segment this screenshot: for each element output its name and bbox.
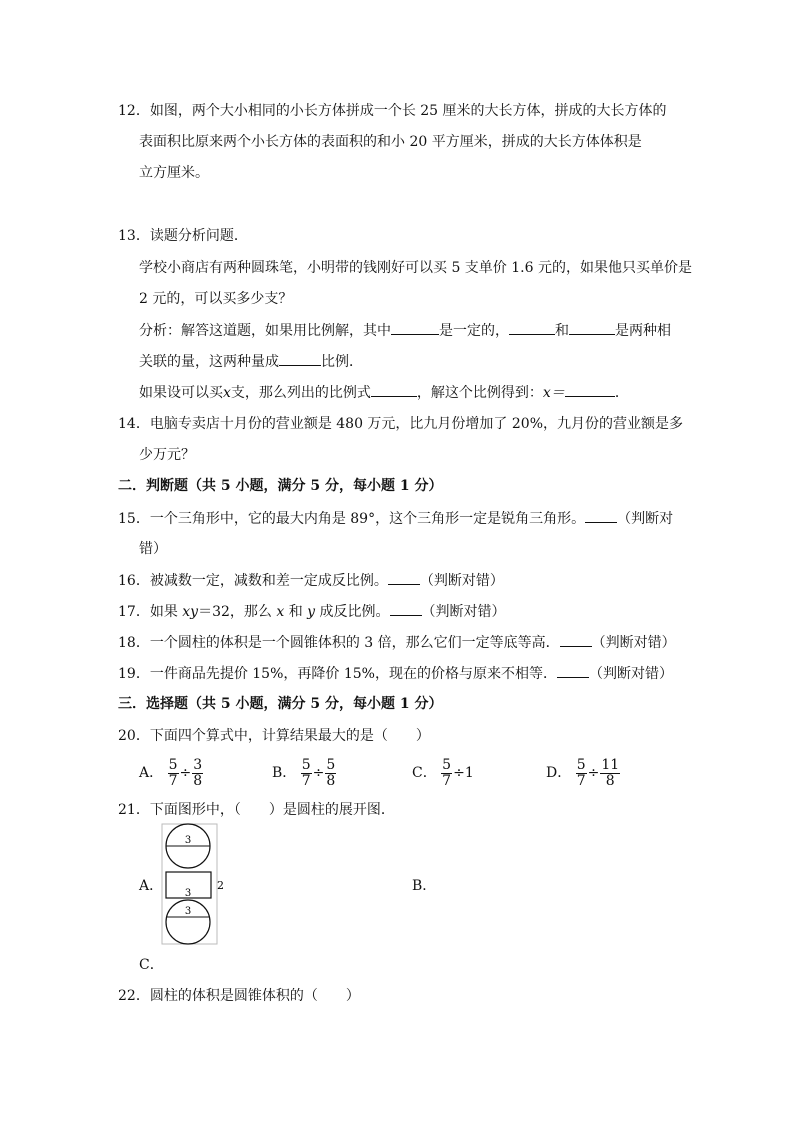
blank[interactable] <box>279 351 321 366</box>
q13-analysis-b <box>139 351 363 372</box>
q12-line3: 立方厘米。 <box>139 165 209 181</box>
q19-hint: （判断对错） <box>588 666 673 682</box>
section-2-title: 二．判断题（共 5 小题，满分 5 分，每小题 1 分） <box>118 478 443 494</box>
denominator: 8 <box>193 772 203 789</box>
fraction <box>576 758 587 789</box>
q13-c-mid2: ，解这个比例得到： <box>416 385 543 401</box>
q17-a: 17．如果 <box>118 604 183 620</box>
option-label: C． <box>412 765 437 781</box>
q13-analysis-a <box>139 320 671 341</box>
q17-line <box>118 601 506 622</box>
cylinder-net-figure <box>160 822 230 947</box>
q21-option-a-label[interactable]: A． <box>139 878 164 894</box>
q12-line1: 12．如图，两个大小相同的小长方体拼成一个长 25 厘米的大长方体，拼成的大长方体的 <box>118 103 667 119</box>
q16-hint: （判断对错） <box>419 573 504 589</box>
denominator: 7 <box>442 772 452 789</box>
q16-text: 16．被减数一定，减数和差一定成反比例。 <box>118 573 388 589</box>
answer-blank[interactable] <box>585 508 617 523</box>
operator: ÷ <box>587 765 600 781</box>
numerator: 11 <box>601 756 620 773</box>
denominator: 8 <box>326 772 336 789</box>
q21-stem: 21．下面图形中，（ ）是圆柱的展开图． <box>118 802 395 818</box>
q22-stem: 22．圆柱的体积是圆锥体积的（ ） <box>118 988 360 1004</box>
q14-line1: 14．电脑专卖店十月份的营业额是 480 万元，比九月份增加了 20%，九月份的营业额是多 <box>118 416 684 432</box>
rect-length-label: 3 <box>184 888 192 899</box>
blank[interactable] <box>569 320 615 335</box>
q17-hint: （判断对错） <box>421 604 506 620</box>
q21-option-c-label[interactable]: C． <box>139 957 164 973</box>
denominator: 7 <box>168 772 178 789</box>
numerator: 5 <box>576 756 586 773</box>
denominator: 8 <box>605 772 615 789</box>
numerator: 5 <box>168 756 178 773</box>
q21-option-b-label[interactable]: B． <box>412 878 437 894</box>
q18-hint: （判断对错） <box>591 635 676 651</box>
denominator: 7 <box>301 772 311 789</box>
q15-hint: （判断对 <box>617 511 674 527</box>
fraction <box>168 758 179 789</box>
operator: ÷ <box>179 765 192 781</box>
fraction <box>301 758 312 789</box>
blank[interactable] <box>509 320 555 335</box>
q19-text: 19．一件商品先提价 15%，再降价 15%，现在的价格与原来不相等． <box>118 666 557 682</box>
denominator: 7 <box>576 772 586 789</box>
answer-blank[interactable] <box>390 601 422 616</box>
q13-b-suffix: 比例． <box>321 354 363 370</box>
q13-b-prefix: 关联的量，这两种量成 <box>139 354 279 370</box>
q15-line1 <box>118 508 673 529</box>
top-circle-label: 3 <box>184 835 192 846</box>
operator: ÷1 <box>453 765 474 781</box>
q14-line2: 少万元？ <box>139 447 195 463</box>
rect-height-label: 2 <box>217 879 224 892</box>
q17-c: 和 <box>284 604 308 620</box>
numerator: 5 <box>442 756 452 773</box>
q20-option-b[interactable] <box>272 756 336 790</box>
q19-line <box>118 663 673 684</box>
q15-line2: 错） <box>139 541 167 557</box>
q17-d: 成反比例。 <box>315 604 390 620</box>
option-label: D． <box>546 765 572 781</box>
q16-line <box>118 570 504 591</box>
bottom-circle-label: 3 <box>184 906 192 917</box>
blank[interactable] <box>565 382 615 397</box>
q13-line2: 2 元的，可以买多少支？ <box>139 291 293 307</box>
q13-a-prefix: 分析：解答这道题，如果用比例解，其中 <box>139 323 391 339</box>
section-3-title: 三．选择题（共 5 小题，满分 5 分，每小题 1 分） <box>118 696 443 712</box>
q13-line1: 学校小商店有两种圆珠笔，小明带的钱刚好可以买 5 支单价 1.6 元的，如果他只买单价是 <box>139 260 692 276</box>
q13-title: 13．读题分析问题． <box>118 228 248 244</box>
fraction <box>600 758 620 789</box>
q12-line2: 表面积比原来两个小长方体的表面积的和小 20 平方厘米，拼成的大长方体体积是 <box>139 134 642 150</box>
numerator: 5 <box>326 756 336 773</box>
answer-blank[interactable] <box>388 570 420 585</box>
q17-var3: y <box>307 604 316 620</box>
operator: ÷ <box>312 765 325 781</box>
q20-option-d[interactable] <box>546 756 620 790</box>
answer-blank[interactable] <box>557 663 589 678</box>
q18-text: 18．一个圆柱的体积是一个圆锥体积的 3 倍，那么它们一定等底等高． <box>118 635 560 651</box>
fraction <box>325 758 336 789</box>
q17-var1: xy <box>182 604 199 620</box>
q13-a-suffix: 是两种相 <box>615 323 671 339</box>
numerator: 3 <box>193 756 203 773</box>
q13-c-end: ． <box>614 385 629 401</box>
q13-analysis-c <box>139 382 629 403</box>
blank[interactable] <box>391 320 439 335</box>
blank[interactable] <box>371 382 417 397</box>
answer-blank[interactable] <box>560 632 592 647</box>
var-x: x <box>223 385 231 401</box>
q17-b: ＝32，那么 <box>198 604 277 620</box>
q18-line <box>118 632 676 653</box>
numerator: 5 <box>301 756 311 773</box>
q20-option-c[interactable] <box>412 756 475 790</box>
fraction <box>441 758 452 789</box>
q17-var2: x <box>276 604 285 620</box>
q13-c-eq: x＝ <box>542 385 565 401</box>
fraction <box>192 758 203 789</box>
q13-c-mid: 支，那么列出的比例式 <box>230 385 371 401</box>
q20-stem: 20．下面四个算式中，计算结果最大的是（ ） <box>118 728 430 744</box>
q13-a-mid1: 是一定的， <box>439 323 509 339</box>
q13-a-mid2: 和 <box>555 323 569 339</box>
q15-text: 15．一个三角形中，它的最大内角是 89°，这个三角形一定是锐角三角形。 <box>118 511 586 527</box>
q20-option-a[interactable] <box>139 756 203 790</box>
option-label: A． <box>139 765 164 781</box>
option-label: B． <box>272 765 297 781</box>
q13-c-prefix: 如果设可以买 <box>139 385 223 401</box>
